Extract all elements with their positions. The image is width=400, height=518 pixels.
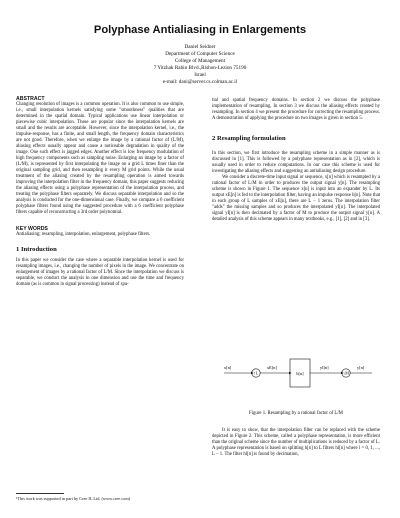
- filter-label: h[n]: [296, 371, 304, 376]
- expander-label: ↑L: [253, 370, 259, 376]
- resampling-diagram: [212, 347, 380, 405]
- keywords-heading: KEY WORDS: [16, 226, 48, 232]
- section2-heading: 2 Resampling formulation: [212, 135, 286, 142]
- signal-label-xe: xE[n]: [267, 365, 277, 370]
- footnote-rule: [16, 493, 64, 494]
- right-column: [212, 98, 380, 223]
- author-department: Department of Computer Science: [165, 51, 235, 58]
- author-name: Daniel Seidner: [184, 44, 216, 50]
- section2-para2: We consider a discrete-time input signal or sequence, x[n] which is resampled by a rational factor of L/M in order to produces the output signal y[n]. The resampling scheme is shown in Figure 1. The sequence x[n] is input into an expander by L. Its output xE[n] is fed to the interpolation filter, having an impulse response h[n]. Note that in each group of L samples of xE[n], there are L − 1 zeros. The interpolation filter "adds" the missing samples and so produces the interpolated yI[n]. The interpolated signal yI[n] is then decimated by a factor of M to produce the output signal y[n]. A detailed analysis of this scheme appears in many textbooks, e.g., [1], [2] and in [3].: [212, 175, 380, 222]
- left-column: [16, 96, 184, 288]
- abstract-heading: ABSTRACT: [16, 96, 45, 102]
- author-college: College of Management: [174, 58, 226, 65]
- keywords-text: Antialiasing; resampling, interpolation, enlargement, polyphase filters.: [16, 232, 151, 237]
- paper-title: Polyphase Antialiasing in Enlargements: [93, 24, 307, 36]
- decimator-label: ↓M: [343, 370, 349, 376]
- intro-text: In this paper we consider the case where a separable interpolation kernel is used for resampling images, i.e., changing the number of pixels in the image. We concentrate on enlargement of images by a rational factor of L/M. Since the interpolation we discuss is separable, we conduct the analysis in one dimension and use the time and frequency domain (as is common in signal processing) instead of spa-: [16, 258, 184, 287]
- right-column-bottom: [212, 428, 380, 458]
- intro-heading: 1 Introduction: [16, 246, 57, 253]
- figure-1-caption: Figure 1. Resampling by a rational factor of L/M: [249, 411, 343, 416]
- signal-label-y: y[n]: [357, 365, 365, 370]
- abstract-text: Changing resolution of images is a common operation. It is also common to use simple, i.e., small interpolation kernels satisfying some "smoothness" qualities that are determined in the spatial domain. Typical applications use linear interpolation or piecewise cubic interpolation. These are popular since the interpolation kernels are small and the results are acceptable. However, since the interpolation kernel, i.e., the impulse-response, has a finite, and small length, the frequency domain characteristics are not good. Therefore, when we enlarge the image by a rational factor of (L/M), aliasing effects usually appear and cause a noticeable degradation in quality of the image. One such effect is jagged edges. Another effect is low frequency modulation of high frequency components such as sampling noise. Enlarging an image by a factor of (L/M), is represented by first interpolating the image on a grid L times finer than the original sampling grid, and then resampling it every M grid points. While the usual treatment of the aliasing created by the resampling operation is aimed towards improving the interpolation filter in the frequency domain, this paper suggests reducing the aliasing effects using a polyphase representation of the interpolation process, and treating the polyphase filters separately. We discuss separable interpolation and so the analysis is conducted for the one-dimensional case. Finally, we compare a 6 coefficient polyphase filters found using the suggested procedure with a 6 coefficient polyphase filters capable of reconstructing a 3rd order polynomial.: [16, 102, 184, 215]
- author-address: 7 Yitzhak Rabin Blvd.,Rishon-Lezion 75190: [153, 65, 247, 72]
- signal-label-x: x[n]: [224, 365, 232, 370]
- figure-1: [212, 347, 380, 405]
- signal-label-yi: yI[n]: [320, 365, 329, 370]
- section2-para1: In this section, we first introduce the resampling scheme in a simple manner as is discussed in [1]. This is followed by a polyphase representation as in [2], which is usually used in order to reduce computations. In our case this scheme is used for investigating the aliasing effects and suggesting an antialiasing design procedure.: [212, 151, 380, 174]
- footnote: ¹This work was supported in part by Cree IL Ltd. (www.cree.com): [16, 496, 131, 501]
- section2-para3: It is easy to show, that the interpolation filter can be replaced with the scheme depicted in Figure 2. This scheme, called a polyphase representation, is more efficient than the original scheme since the number of multiplications is reduced by a factor of L. A polyphase representation is based on splitting h[n] to L filters hl[n] where l = 0, 1, ..., L − 1. The filter hl[n] is found by decimation,: [212, 428, 380, 457]
- author-block: [0, 44, 400, 87]
- author-email: e-mail: dani@server.cs.colman.ac.il: [162, 79, 238, 86]
- intro-continuation: tial and spatial frequency domains. In section 2 we discuss the polyphase implementation of resampling. In section 3 we discuss the aliasing effects created by resampling. In section 4 we present the procedure for correcting the resampling process. A demonstration of applying the procedure on two images is given in section 5.: [212, 98, 380, 121]
- author-country: Israel: [194, 72, 206, 79]
